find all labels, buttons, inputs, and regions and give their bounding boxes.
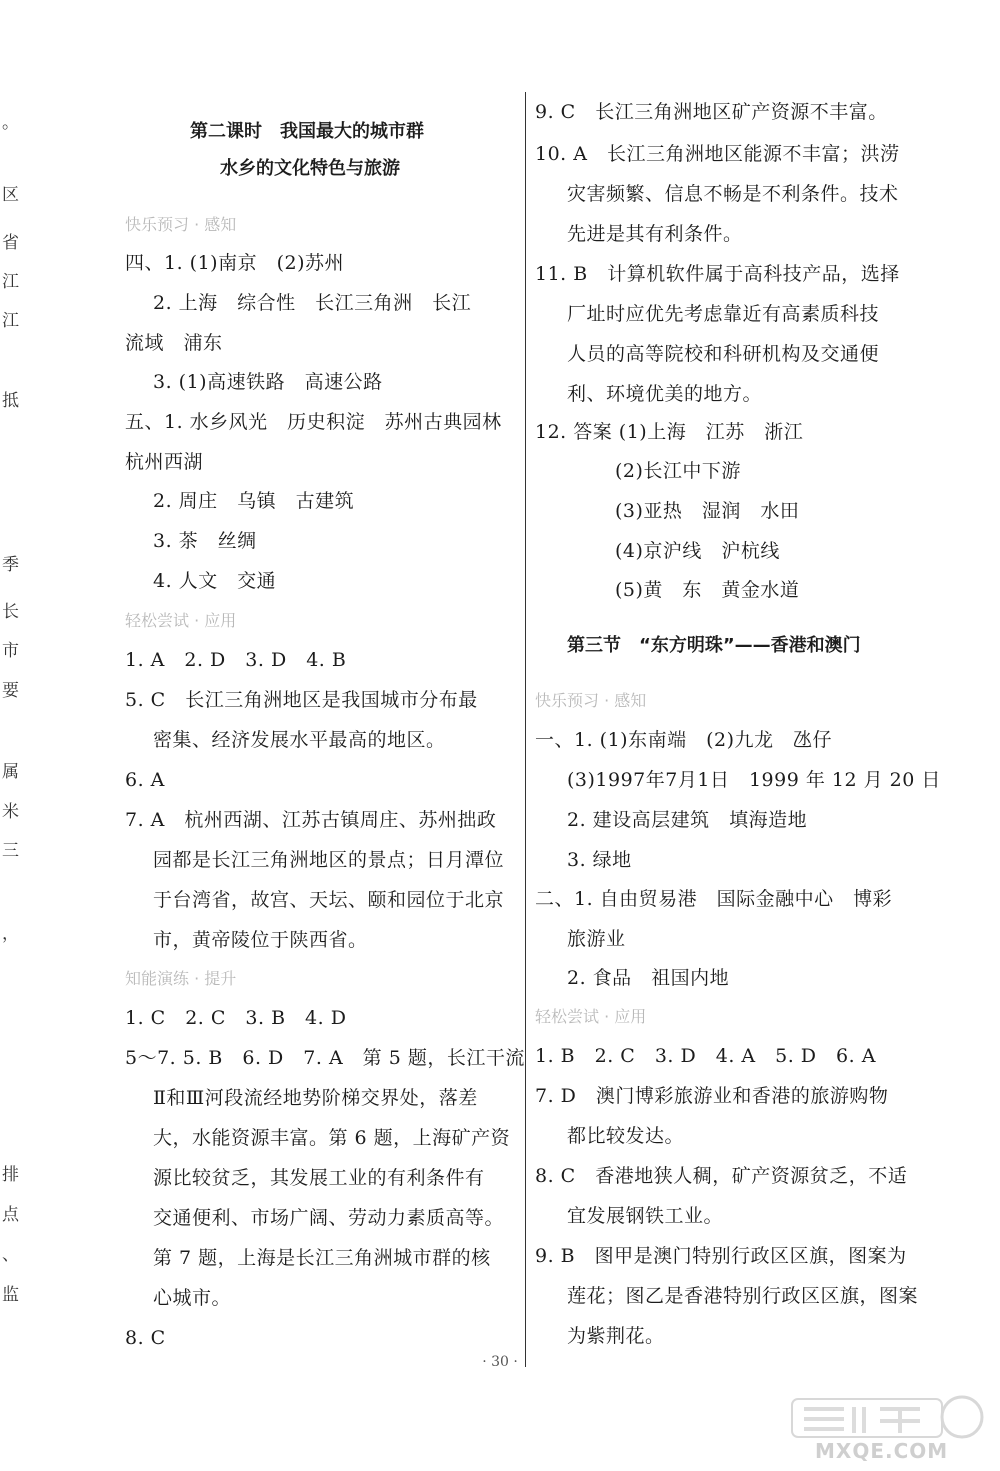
answer-line: 9. B 图甲是澳门特别行政区区旗，图案为: [535, 1245, 907, 1267]
answer-line: 灾害频繁、信息不畅是不利条件。技术: [567, 183, 899, 205]
answer-line: 3. 茶 丝绸: [153, 530, 257, 552]
edge-char: 属: [2, 762, 19, 782]
answer-line: 于台湾省，故宫、天坛、颐和园位于北京: [153, 889, 505, 911]
answer-line: 园都是长江三角洲地区的景点；日月潭位: [153, 849, 505, 871]
left-page-edge-fragments: [0, 0, 20, 1471]
answer-line: Ⅱ和Ⅲ河段流经地势阶梯交界处，落差: [153, 1087, 478, 1109]
edge-char: 江: [2, 311, 19, 331]
answer-line: (5)黄 东 黄金水道: [615, 579, 800, 601]
answer-line: 大，水能资源丰富。第 6 题，上海矿产资: [153, 1127, 511, 1149]
section-label: 轻松尝试 · 应用: [125, 611, 237, 630]
answer-line: 交通便利、市场广阔、劳动力素质高等。: [153, 1207, 505, 1229]
answer-line: 厂址时应优先考虑靠近有高素质科技: [567, 303, 880, 325]
answer-line: 2. 周庄 乌镇 古建筑: [153, 490, 355, 512]
answer-line: 流域 浦东: [125, 332, 223, 354]
lesson-title: 第二课时 我国最大的城市群: [190, 121, 424, 142]
answer-line: 莲花；图乙是香港特别行政区区旗，图案: [567, 1285, 919, 1307]
answer-line: 密集、经济发展水平最高的地区。: [153, 729, 446, 751]
watermark: [790, 1395, 990, 1465]
answer-line: 都比较发达。: [567, 1125, 685, 1147]
answer-line: 市，黄帝陵位于陕西省。: [153, 929, 368, 951]
answer-line: 9. C 长江三角洲地区矿产资源不丰富。: [535, 101, 888, 123]
answer-line: 12. 答案 (1)上海 江苏 浙江: [535, 421, 804, 443]
answer-line: 杭州西湖: [125, 451, 204, 473]
answer-line: 利、环境优美的地方。: [567, 383, 763, 405]
answer-line: 为紫荆花。: [567, 1325, 665, 1347]
edge-char: 三: [2, 841, 19, 861]
edge-char: 江: [2, 272, 19, 292]
answer-line: 2. 建设高层建筑 填海造地: [567, 809, 808, 831]
column-divider: [525, 92, 526, 1367]
answer-line: 2. 上海 综合性 长江三角洲 长江: [153, 292, 472, 314]
edge-char: 区: [2, 185, 19, 205]
section-label: 快乐预习 · 感知: [125, 215, 237, 234]
edge-char: 、: [2, 1245, 19, 1265]
section-label: 轻松尝试 · 应用: [535, 1007, 647, 1026]
edge-char: 省: [2, 233, 19, 253]
answer-line: 1. A 2. D 3. D 4. B: [125, 649, 347, 671]
lesson-subtitle: 水乡的文化特色与旅游: [220, 158, 400, 179]
answer-line: 宜发展钢铁工业。: [567, 1205, 724, 1227]
answer-line: 二、1. 自由贸易港 国际金融中心 博彩: [535, 888, 893, 910]
answer-line: 一、1. (1)东南端 (2)九龙 氹仔: [535, 729, 832, 751]
edge-char: 要: [2, 681, 19, 701]
answer-line: 7. D 澳门博彩旅游业和香港的旅游购物: [535, 1085, 889, 1107]
watermark-url: MXQE.COM: [815, 1439, 949, 1463]
edge-char: ，: [2, 924, 19, 944]
edge-char: 季: [2, 555, 19, 575]
answer-line: 先进是其有利条件。: [567, 223, 743, 245]
answer-line: 10. A 长江三角洲地区能源不丰富；洪涝: [535, 143, 900, 165]
answer-line: 5. C 长江三角洲地区是我国城市分布最: [125, 689, 478, 711]
edge-char: 抵: [2, 391, 19, 411]
answer-line: 5～7. 5. B 6. D 7. A 第 5 题，长江干流: [125, 1047, 525, 1069]
edge-char: 。: [2, 113, 19, 133]
answer-line: (3)亚热 湿润 水田: [615, 500, 800, 522]
edge-char: 米: [2, 802, 19, 822]
answer-line: (2)长江中下游: [615, 460, 741, 482]
answer-line: 旅游业: [567, 928, 626, 950]
page-number: · 30 ·: [482, 1354, 518, 1370]
answer-line: 11. B 计算机软件属于高科技产品，选择: [535, 263, 900, 285]
answer-line: 8. C 香港地狭人稠，矿产资源贫乏，不适: [535, 1165, 908, 1187]
answer-line: 1. B 2. C 3. D 4. A 5. D 6. A: [535, 1045, 876, 1067]
answer-line: 第 7 题，上海是长江三角洲城市群的核: [153, 1247, 491, 1269]
answer-line: 3. (1)高速铁路 高速公路: [153, 371, 383, 393]
answer-line: 7. A 杭州西湖、江苏古镇周庄、苏州拙政: [125, 809, 497, 831]
answer-line: 6. A: [125, 769, 165, 791]
answer-line: 人员的高等院校和科研机构及交通便: [567, 343, 880, 365]
answer-line: 心城市。: [153, 1287, 232, 1309]
answer-line: 1. C 2. C 3. B 4. D: [125, 1007, 347, 1029]
edge-char: 监: [2, 1285, 19, 1305]
answer-line: 五、1. 水乡风光 历史积淀 苏州古典园林: [125, 411, 502, 433]
answer-line: (3)1997年7月1日 1999 年 12 月 20 日: [567, 769, 941, 791]
edge-char: 点: [2, 1205, 19, 1225]
answer-line: 3. 绿地: [567, 849, 632, 871]
edge-char: 长: [2, 602, 19, 622]
edge-char: 排: [2, 1165, 19, 1185]
answer-line: 2. 食品 祖国内地: [567, 967, 730, 989]
answer-line: 四、1. (1)南京 (2)苏州: [125, 252, 344, 274]
answer-line: 源比较贫乏，其发展工业的有利条件有: [153, 1167, 485, 1189]
watermark-logo-icon: [790, 1395, 990, 1440]
answer-line: 8. C: [125, 1327, 166, 1349]
answer-line: 4. 人文 交通: [153, 570, 277, 592]
section-label: 知能演练 · 提升: [125, 969, 237, 988]
section-title: 第三节 “东方明珠”——香港和澳门: [567, 635, 861, 656]
edge-char: 市: [2, 641, 19, 661]
section-label: 快乐预习 · 感知: [535, 691, 647, 710]
answer-line: (4)京沪线 沪杭线: [615, 540, 780, 562]
